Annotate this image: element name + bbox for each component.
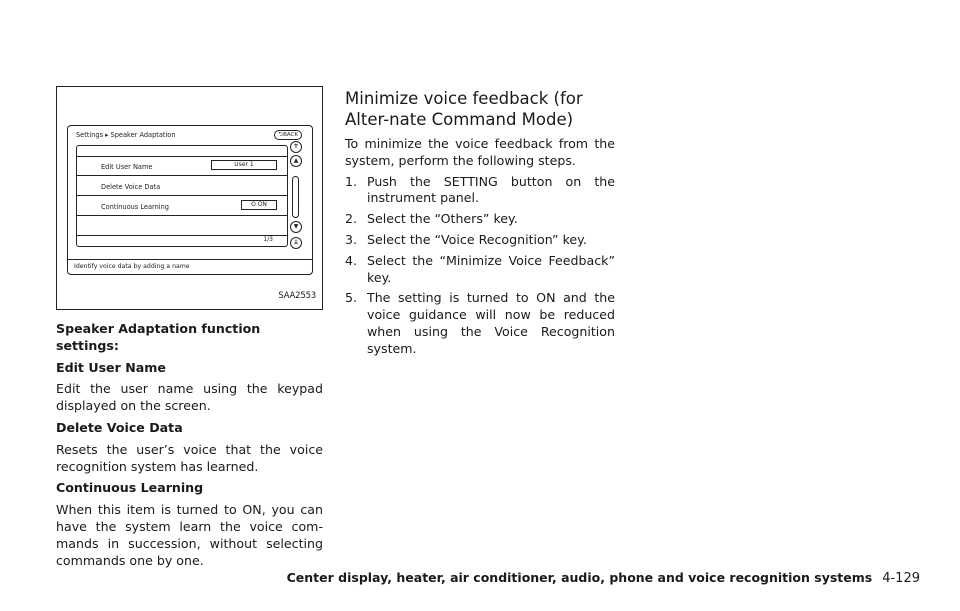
- step-item: [345, 253, 615, 287]
- on-indicator: O ON: [241, 200, 277, 210]
- right-column: [345, 88, 615, 362]
- row-label: Continuous Learning: [101, 203, 169, 211]
- row-label: Edit User Name: [101, 163, 153, 171]
- item-text-continuous-learning: When this item is turned to ON, you can have the system learn the voice com-mands in succession, without selecting commands one by one.: [56, 502, 323, 568]
- step-number: 5.: [345, 290, 358, 306]
- list-row-continuous-learning: [77, 196, 287, 216]
- back-arrow-icon: ⮌: [278, 131, 284, 138]
- status-text: Identify voice data by adding a name: [74, 263, 190, 270]
- item-title-edit-user-name: Edit User Name: [56, 359, 166, 375]
- item-title-continuous-learning: Continuous Learning: [56, 480, 204, 496]
- page-number: 4-129: [882, 571, 920, 586]
- page-footer: [287, 570, 920, 586]
- item-title-delete-voice-data: Delete Voice Data: [56, 419, 183, 435]
- step-text: Select the “Others” key.: [367, 211, 518, 227]
- back-button: [274, 130, 302, 140]
- page-indicator: 1/3: [263, 236, 273, 243]
- status-bar: [68, 259, 312, 274]
- scroll-top-icon: ⇈: [290, 141, 302, 153]
- figure-code: SAA2553: [278, 291, 316, 301]
- step-item: [345, 211, 615, 228]
- scroll-down-icon: ▼: [290, 221, 302, 233]
- step-text: Push the SETTING button on the instrument panel.: [367, 173, 615, 206]
- item-text-delete-voice-data: Resets the user’s voice that the voice recognition system has learned.: [56, 441, 323, 474]
- step-text: The setting is turned to ON and the voice guidance will now be reduced when using the Voice Recognition system.: [367, 290, 615, 356]
- section-heading: Minimize voice feedback (for Alter-nate Command Mode): [345, 89, 583, 129]
- section-heading: Speaker Adaptation function settings:: [56, 321, 261, 353]
- display-screen: [67, 125, 313, 275]
- list-row-blank: [77, 216, 287, 236]
- list-row-delete-voice-data: [77, 176, 287, 196]
- screen-breadcrumb: Settings ▸ Speaker Adaptation: [76, 131, 176, 139]
- intro-text: To minimize the voice feedback from the system, perform the following steps.: [345, 136, 615, 168]
- figure-screen-illustration: [56, 86, 323, 310]
- scroll-up-icon: ▲: [290, 155, 302, 167]
- scroll-bar: [289, 145, 305, 247]
- step-number: 3.: [345, 231, 358, 247]
- step-text: Select the “Voice Recognition” key.: [367, 231, 587, 247]
- step-number: 4.: [345, 252, 358, 268]
- scroll-track: [292, 176, 299, 218]
- step-number: 2.: [345, 211, 358, 227]
- row-label: Delete Voice Data: [101, 183, 161, 191]
- back-button-label: BACK: [283, 132, 298, 138]
- steps-list: [345, 174, 615, 358]
- user-name-value: User 1: [211, 160, 277, 170]
- step-text: Select the “Minimize Voice Feedback” key.: [367, 252, 615, 285]
- step-item: [345, 174, 615, 208]
- item-text-edit-user-name: Edit the user name using the keypad displayed on the screen.: [56, 381, 323, 414]
- left-column: [56, 321, 323, 574]
- footer-section-title: Center display, heater, air conditioner, audio, phone and voice recognition systems: [286, 570, 873, 585]
- step-item: [345, 290, 615, 357]
- step-number: 1.: [345, 173, 358, 189]
- settings-list: [76, 145, 288, 247]
- scroll-bottom-icon: ⇊: [290, 237, 302, 249]
- step-item: [345, 232, 615, 249]
- list-row-edit-user-name: [77, 156, 287, 176]
